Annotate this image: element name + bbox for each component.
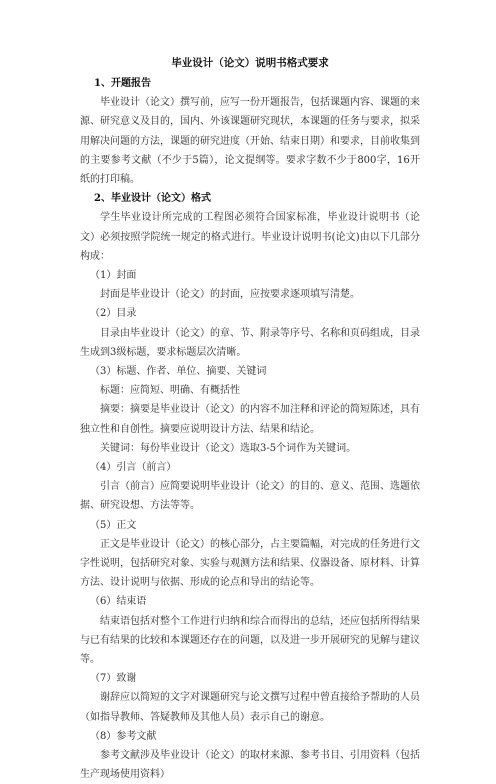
item-text-cover: 封面是毕业设计（论文）的封面，应按要求逐项填写清楚。 bbox=[100, 289, 360, 301]
item-title-references: （8）参考文献 bbox=[90, 730, 157, 742]
item-text-keywords-rule: 关键词：每份毕业设计（论文）选取3-5个词作为关键词。 bbox=[100, 442, 357, 454]
item-text-main-body: 正文是毕业设计（论文）的核心部分，占主要篇幅，对完成的任务进行文字性说明，包括研究对象、实验与观测方法和结果、仪器设备、原材料、计算方法、设计说明与依据、形成的论点和导出的结论等。 bbox=[80, 538, 420, 589]
section-paragraph-proposal: 毕业设计（论文）撰写前，应写一份开题报告，包括课题内容、课题的来源、研究意义及目的，国内、外该课题研究现状，本课题的任务与要求，拟采用解决问题的方法，课题的研究进度（开始、结束日期）和要求，目前收集到的主要参考文献（不少于5篇），论文提纲等。要求字数不少于800字，16开纸的打印稿。 bbox=[80, 97, 420, 185]
section-heading-proposal: 1、开题报告 bbox=[94, 78, 151, 89]
document-body bbox=[80, 54, 420, 784]
item-text-introduction: 引言（前言）应简要说明毕业设计（论文）的目的、意义、范围、选题依据、研究设想、方法等等。 bbox=[80, 481, 420, 512]
item-title-abstract: （3）标题、作者、单位、摘要、关键词 bbox=[90, 365, 267, 377]
item-text-conclusion: 结束语包括对整个工作进行归纳和综合而得出的总结，还应包括所得结果与已有结果的比较和本课题还存在的问题，以及进一步开展研究的见解与建议等。 bbox=[80, 615, 420, 665]
item-text-abstract-rule: 摘要：摘要是毕业设计（论文）的内容不加注释和评论的简短陈述，具有独立性和自创性。摘要应说明设计方法、结果和结论。 bbox=[80, 404, 420, 435]
item-title-conclusion: （6）结束语 bbox=[90, 596, 147, 608]
document-title: 毕业设计（论文）说明书格式要求 bbox=[171, 57, 329, 69]
item-title-cover: （1）封面 bbox=[90, 270, 137, 281]
section-heading-format: 2、毕业设计（论文）格式 bbox=[94, 193, 211, 205]
item-title-introduction: （4）引言（前言） bbox=[90, 461, 177, 473]
item-text-references: 参考文献涉及毕业设计（论文）的取材来源、参考书目、引用资料（包括生产现场使用资料） bbox=[80, 749, 420, 781]
item-text-toc: 目录由毕业设计（论文）的章、节、附录等序号、名称和页码组成，目录生成到3级标题，要求标题层次清晰。 bbox=[80, 327, 420, 358]
item-title-acknowledgement: （7）致谢 bbox=[90, 673, 137, 685]
item-text-acknowledgement: 谢辞应以简短的文字对课题研究与论文撰写过程中曾直接给予帮助的人员（如指导教师、答疑教师及其他人员）表示自己的谢意。 bbox=[80, 692, 420, 723]
section-paragraph-format: 学生毕业设计所完成的工程图必须符合国家标准，毕业设计说明书（论文）必须按照学院统一规定的格式进行。毕业设计说明书(论文)由以下几部分构成： bbox=[80, 212, 420, 262]
item-title-main-body: （5）正文 bbox=[90, 519, 137, 531]
item-title-toc: （2）目录 bbox=[90, 308, 137, 320]
item-text-title-rule: 标题：应简短、明确、有概括性 bbox=[100, 385, 240, 397]
